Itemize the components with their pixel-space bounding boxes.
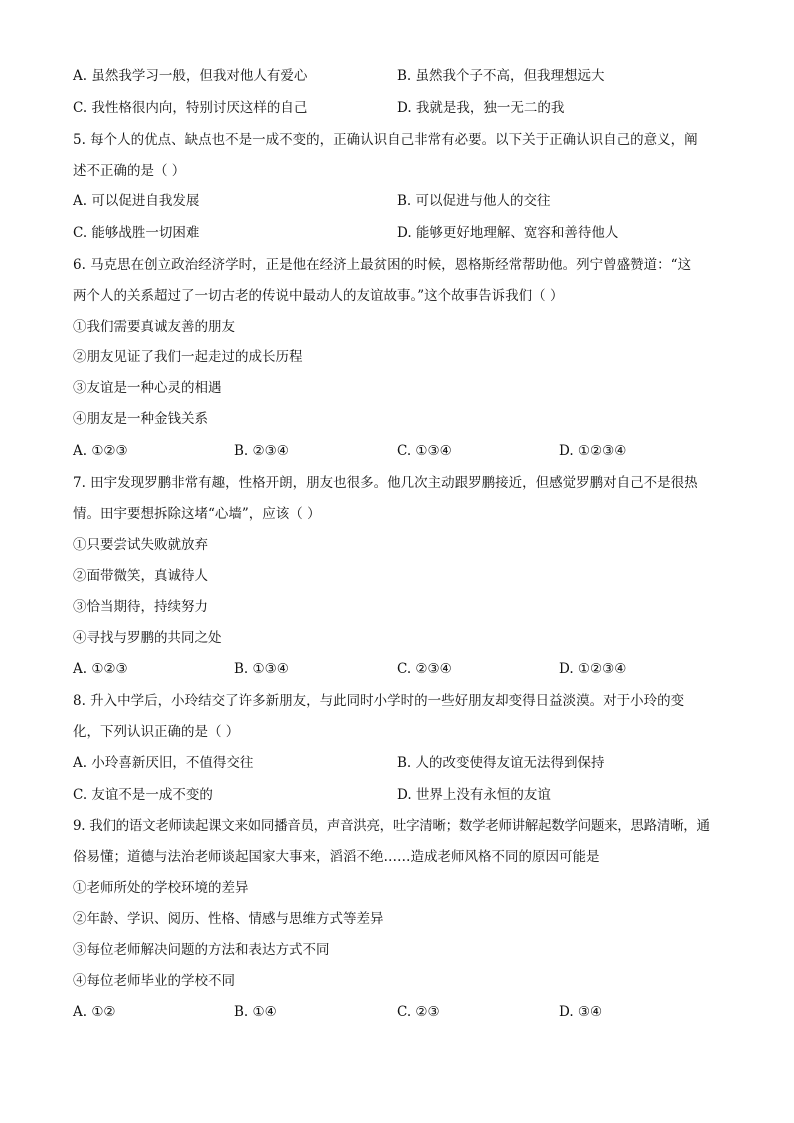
q5-stem-line-1: 5. 每个人的优点、缺点也不是一成不变的，正确认识自己非常有必要。以下关于正确认识自己的意义，阐 xyxy=(73,132,698,148)
q8-options-row-1 xyxy=(73,754,733,772)
q6-statement-2: ②朋友见证了我们一起走过的成长历程 xyxy=(73,349,303,365)
q6-option-b: B. ②③④ xyxy=(234,443,289,459)
q9-option-b: B. ①④ xyxy=(234,1004,277,1020)
q6-statement-1: ①我们需要真诚友善的朋友 xyxy=(73,319,235,335)
q6-statement-4: ④朋友是一种金钱关系 xyxy=(73,411,208,427)
q4-options-row-2 xyxy=(73,99,733,117)
q8-option-d: D. 世界上没有永恒的友谊 xyxy=(397,787,551,803)
q5-option-d: D. 能够更好地理解、宽容和善待他人 xyxy=(397,225,619,241)
q6-stem-line-1: 6. 马克思在创立政治经济学时，正是他在经济上最贫困的时候，恩格斯经常帮助他。列宁曾盛赞道：“这 xyxy=(73,257,692,273)
q7-options-row xyxy=(73,660,733,678)
q5-option-c: C. 能够战胜一切困难 xyxy=(73,225,200,241)
q4-option-d: D. 我就是我，独一无二的我 xyxy=(397,100,565,116)
q5-options-row-1 xyxy=(73,192,733,210)
q5-option-b: B. 可以促进与他人的交往 xyxy=(397,193,551,209)
q4-options-row-1 xyxy=(73,67,733,85)
q6-option-a: A. ①②③ xyxy=(73,443,128,459)
q6-options-row xyxy=(73,442,733,460)
q5-stem-line-2: 述不正确的是（ ） xyxy=(73,163,186,179)
q8-option-b: B. 人的改变使得友谊无法得到保持 xyxy=(397,755,605,771)
q7-stem-line-2: 情。田宇要想拆除这堵“心墙”，应该（ ） xyxy=(73,506,321,522)
q9-option-c: C. ②③ xyxy=(397,1004,440,1020)
q5-options-row-2 xyxy=(73,224,733,242)
q8-option-a: A. 小玲喜新厌旧，不值得交往 xyxy=(73,755,254,771)
q9-statement-4: ④每位老师毕业的学校不同 xyxy=(73,973,235,989)
q6-option-c: C. ①③④ xyxy=(397,443,452,459)
q9-option-a: A. ①② xyxy=(73,1004,116,1020)
q9-option-d: D. ③④ xyxy=(559,1004,603,1020)
q7-statement-1: ①只要尝试失败就放弃 xyxy=(73,537,208,553)
q8-stem-line-1: 8. 升入中学后，小玲结交了许多新朋友，与此同时小学时的一些好朋友却变得日益淡漠。对于小玲的变 xyxy=(73,693,685,709)
q6-statement-3: ③友谊是一种心灵的相遇 xyxy=(73,380,222,396)
q6-option-d: D. ①②③④ xyxy=(559,443,627,459)
q6-stem-line-2: 两个人的关系超过了一切古老的传说中最动人的友谊故事。”这个故事告诉我们（ ） xyxy=(73,288,564,304)
q8-options-row-2 xyxy=(73,786,733,804)
q7-option-d: D. ①②③④ xyxy=(559,661,627,677)
q9-options-row xyxy=(73,1003,733,1021)
q9-statement-3: ③每位老师解决问题的方法和表达方式不同 xyxy=(73,942,330,958)
q8-option-c: C. 友谊不是一成不变的 xyxy=(73,787,213,803)
q7-option-a: A. ①②③ xyxy=(73,661,128,677)
q7-statement-3: ③恰当期待，持续努力 xyxy=(73,599,208,615)
q9-statement-1: ①老师所处的学校环境的差异 xyxy=(73,880,249,896)
q4-option-b: B. 虽然我个子不高，但我理想远大 xyxy=(397,68,605,84)
q5-option-a: A. 可以促进自我发展 xyxy=(73,193,200,209)
q7-option-b: B. ①③④ xyxy=(234,661,289,677)
q9-stem-line-1: 9. 我们的语文老师读起课文来如同播音员，声音洪亮，吐字清晰；数学老师讲解起数学问题来，思路清晰，通 xyxy=(73,818,710,834)
q4-option-c: C. 我性格很内向，特别讨厌这样的自己 xyxy=(73,100,308,116)
q9-statement-2: ②年龄、学识、阅历、性格、情感与思维方式等差异 xyxy=(73,911,384,927)
q4-option-a: A. 虽然我学习一般，但我对他人有爱心 xyxy=(73,68,308,84)
q9-stem-line-2: 俗易懂；道德与法治老师谈起国家大事来，滔滔不绝……造成老师风格不同的原因可能是 xyxy=(73,849,600,865)
q8-stem-line-2: 化，下列认识正确的是（ ） xyxy=(73,724,240,740)
q7-option-c: C. ②③④ xyxy=(397,661,452,677)
q7-statement-4: ④寻找与罗鹏的共同之处 xyxy=(73,630,222,646)
q7-statement-2: ②面带微笑，真诚待人 xyxy=(73,568,208,584)
q7-stem-line-1: 7. 田宇发现罗鹏非常有趣，性格开朗，朋友也很多。他几次主动跟罗鹏接近，但感觉罗鹏对自己不是很热 xyxy=(73,475,698,491)
